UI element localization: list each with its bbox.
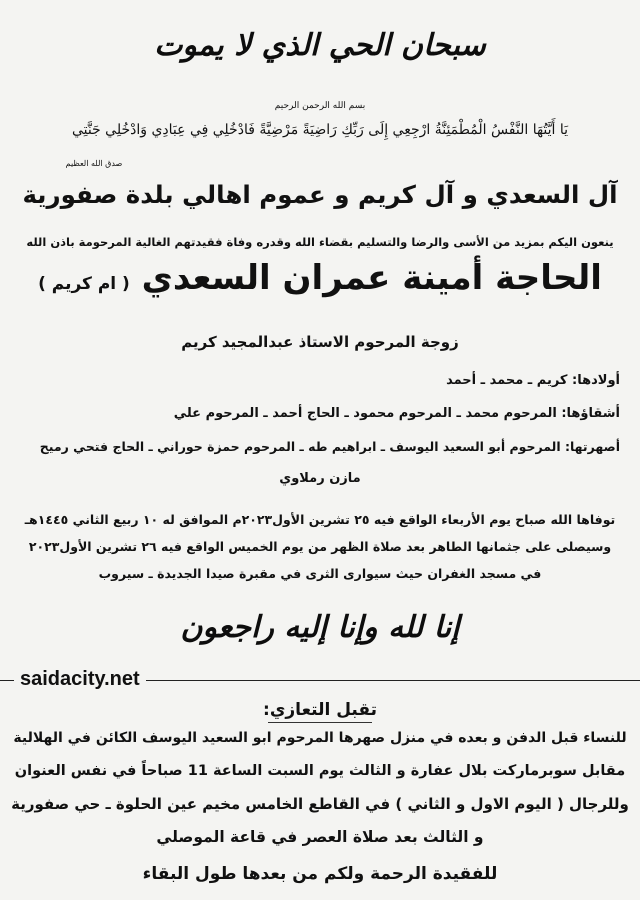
header-calligraphy: سبحان الحي الذي لا يموت (154, 28, 486, 63)
inna-lillah-calligraphy: إنا لله وإنا إليه راجعون (180, 610, 460, 645)
deceased-name: الحاجة أمينة عمران السعدي (141, 258, 602, 298)
siblings-line: أشقاؤها: المرحوم محمد ـ المرحوم محمود ـ الحاج أحمد ـ المرحوم علي (173, 406, 620, 421)
deceased-name-block (20, 258, 620, 298)
condolences-line-4: و الثالث بعد صلاة العصر في قاعة الموصلي (156, 828, 484, 846)
watermark-text: saidacity.net (14, 668, 146, 691)
basmala: بسم الله الرحمن الرحيم (274, 101, 366, 111)
spouse-line: زوجة المرحوم الاستاذ عبدالمجيد كريم (181, 333, 459, 351)
condolences-line-3: وللرجال ( اليوم الاول و الثاني ) في القاطع الخامس مخيم عين الحلوة ـ حي صفورية (11, 795, 629, 813)
sadaqa-allah: صدق الله العظيم (65, 159, 123, 168)
condolences-line-1: للنساء قبل الدفن و بعده في منزل صهرها المرحوم ابو السعيد اليوسف الكائن في الهلالية (13, 730, 627, 746)
in-laws-line-2: مازن رملاوي (279, 471, 361, 486)
announcement-line: ينعون اليكم بمزيد من الأسى والرضا والتسليم بقضاء الله وقدره وفاة فقيدتهم الغالية المرحومة باذن الله (26, 235, 614, 249)
condolences-title-underline (268, 722, 372, 723)
closing-line: للفقيدة الرحمة ولكم من بعدها طول البقاء (142, 864, 498, 884)
in-laws-line-1: أصهرتها: المرحوم أبو السعيد اليوسف ـ ابراهيم طه ـ المرحوم حمزة حوراني ـ الحاج فتحي رميح (39, 439, 620, 454)
families-heading: آل السعدي و آل كريم و عموم اهالي بلدة صفورية (22, 180, 618, 209)
death-line-1: توفاها الله صباح يوم الأربعاء الواقع فيه ٢٥ تشرين الأول٢٠٢٣م الموافق له ١٠ ربيع الثاني ١٤٤٥هـ (24, 512, 616, 527)
condolences-line-2: مقابل سوبرماركت بلال عفارة و الثالث يوم السبت الساعة 11 صباحاً في نفس العنوان (14, 763, 626, 779)
watermark-bar (0, 669, 640, 691)
deceased-nickname: ( ام كريم ) (38, 274, 130, 294)
condolences-title: تقبل التعازي: (263, 700, 377, 720)
quran-verse: يَا أَيَّتُهَا النَّفْسُ الْمُطْمَئِنَّةُ ارْجِعِي إِلَى رَبِّكِ رَاضِيَةً مَرْضِيَّةً فَادْخُلِي فِي عِبَادِي وَادْخُلِي جَنَّتِي (71, 122, 569, 138)
death-line-3: في مسجد الغفران حيث سيوارى الثرى في مقبرة صيدا الجديدة ـ سيروب (98, 566, 542, 581)
death-line-2: وسيصلى على جثمانها الطاهر بعد صلاة الظهر من يوم الخميس الواقع فيه ٢٦ تشرين الأول٢٠٢٣ (28, 539, 612, 554)
children-line: أولادها: كريم ـ محمد ـ أحمد (446, 373, 620, 388)
